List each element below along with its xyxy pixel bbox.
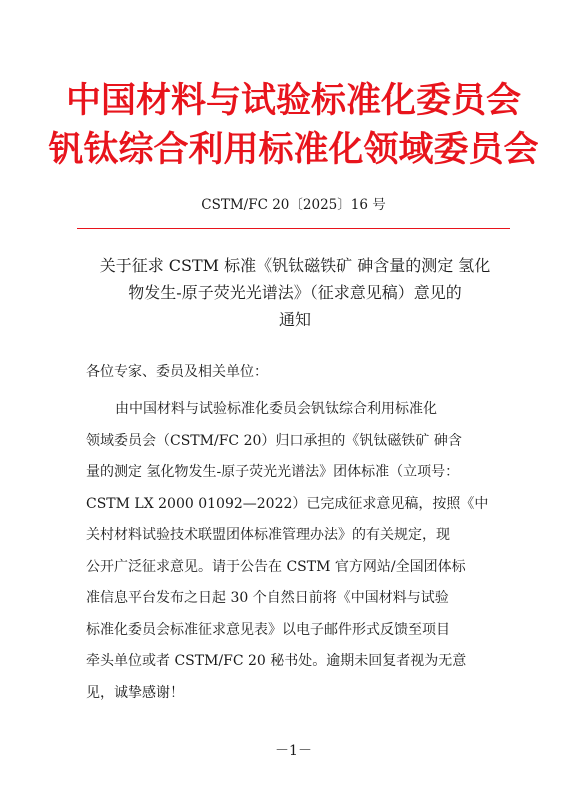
body-line: 准信息平台发布之日起 30 个自然日前将《中国材料与试验 <box>86 590 449 606</box>
organization-title-line-1: 中国材料与试验标准化委员会 <box>65 81 521 121</box>
body-line: 领域委员会（CSTM/FC 20）归口承担的《钒钛磁铁矿 砷含 <box>86 432 462 449</box>
page-number: －1－ <box>275 743 312 759</box>
subject-line: 通知 <box>278 310 311 329</box>
subject-line: 物发生-原子荧光光谱法》（征求意见稿）意见的 <box>128 283 462 302</box>
body-line: 见，诚挚感谢！ <box>86 684 184 701</box>
body-line: 公开广泛征求意见。请于公告在 CSTM 官方网站/全国团体标 <box>86 558 466 575</box>
body-line: 由中国材料与试验标准化委员会钒钛综合利用标准化 <box>115 401 437 417</box>
notice-body <box>86 394 502 709</box>
red-divider-line <box>77 228 510 229</box>
body-line: 量的测定 氢化物发生-原子荧光光谱法》团体标准（立项号： <box>86 464 460 480</box>
body-line: 关村材料试验技术联盟团体标准管理办法》的有关规定，现 <box>86 527 450 543</box>
body-line: 牵头单位或者 CSTM/FC 20 秘书处。逾期未回复者视为无意 <box>86 653 467 669</box>
document-number: CSTM/FC 20〔2025〕16 号 <box>201 197 386 213</box>
salutation: 各位专家、委员及相关单位： <box>86 364 268 380</box>
organization-title-line-2: 钒钛综合利用标准化领域委员会 <box>48 130 539 170</box>
body-line: CSTM LX 2000 01092—2022）已完成征求意见稿，按照《中 <box>86 495 489 512</box>
body-line: 标准化委员会标准征求意见表》以电子邮件形式反馈至项目 <box>86 621 450 638</box>
notice-subject <box>85 252 505 333</box>
subject-line: 关于征求 CSTM 标准《钒钛磁铁矿 砷含量的测定 氢化 <box>99 256 491 275</box>
